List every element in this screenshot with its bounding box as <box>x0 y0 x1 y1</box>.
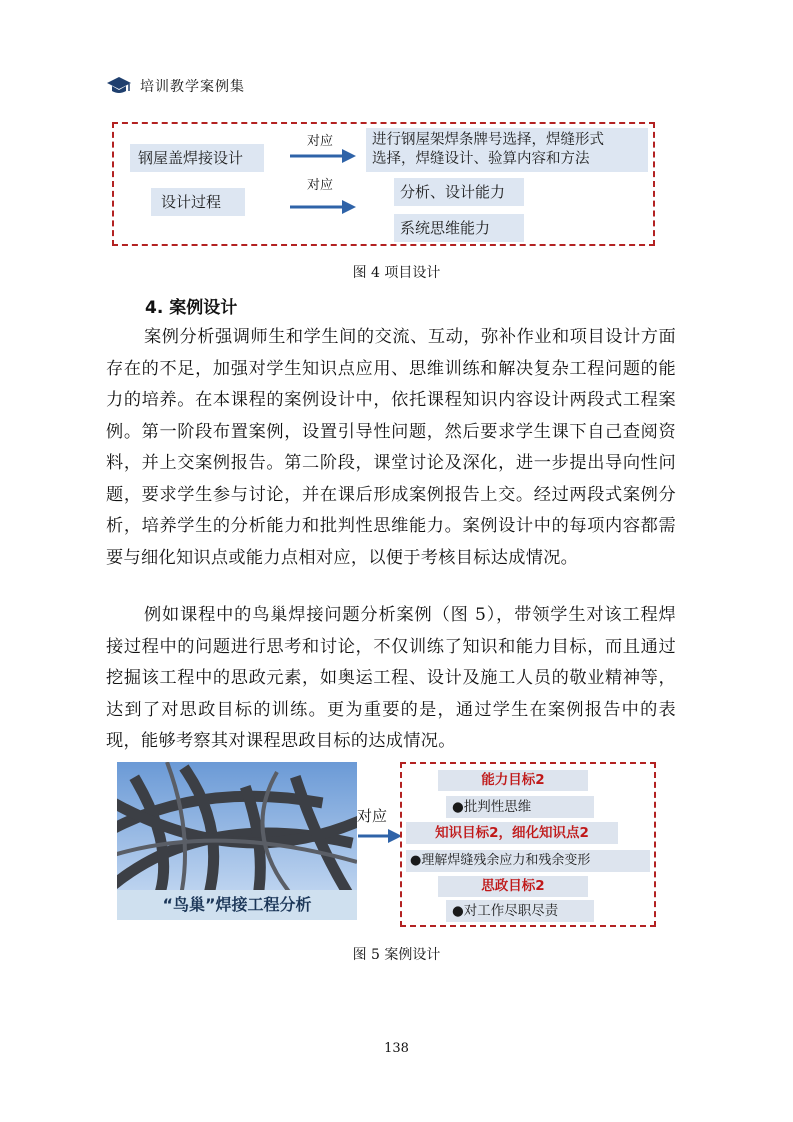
goal-ability-header: 能力目标2 <box>438 770 588 791</box>
box-steel-roof-welding-design: 钢屋盖焊接设计 <box>130 144 264 172</box>
page-header <box>106 74 245 98</box>
goal-knowledge-item: ●理解焊缝残余应力和残余变形 <box>406 850 650 872</box>
figure-5-arrow-label: 对应 <box>357 807 388 825</box>
box-systems-thinking-ability: 系统思维能力 <box>394 214 524 242</box>
box-design-process: 设计过程 <box>151 188 245 216</box>
arrow-right-icon <box>358 826 402 846</box>
graduation-cap-icon <box>106 76 132 96</box>
box-analysis-design-ability: 分析、设计能力 <box>394 178 524 206</box>
figure-4-caption: 图 4 项目设计 <box>352 265 441 281</box>
box-welding-selection <box>366 128 648 172</box>
page-number: 138 <box>384 1041 409 1056</box>
goal-ideological-header: 思政目标2 <box>438 876 588 897</box>
box-welding-selection-line1: 进行钢屋架焊条牌号选择，焊缝形式 <box>372 132 604 148</box>
goal-ideological-item: ●对工作尽职尽责 <box>446 900 594 922</box>
header-title: 培训教学案例集 <box>140 79 245 95</box>
section-title: 4. 案例设计 <box>145 298 238 318</box>
box-welding-selection-line2: 选择，焊缝设计、验算内容和方法 <box>372 151 590 167</box>
arrow-label-2: 对应 <box>307 178 334 193</box>
arrow-label-1: 对应 <box>307 134 334 149</box>
goal-knowledge-header: 知识目标2，细化知识点2 <box>406 822 618 844</box>
goal-ability-item: ●批判性思维 <box>446 796 594 818</box>
photo-caption: “鸟巢”焊接工程分析 <box>117 890 357 920</box>
figure-4-diagram <box>112 122 655 246</box>
paragraph-2: 例如课程中的鸟巢焊接问题分析案例（图 5），带领学生对该工程焊接过程中的问题进行思考和讨论，不仅训练了知识和能力目标，而且通过挖掘该工程中的思政元素，如奥运工程、设计及施工人员的敬业精神等，达到了对思政目标的训练。更为重要的是，通过学生在案例报告中的表现，能够考察其对课程思政目标的达成情况。 <box>106 605 676 751</box>
figure-5-caption: 图 5 案例设计 <box>352 947 441 963</box>
birds-nest-photo <box>117 762 357 920</box>
arrow-right-icon <box>290 146 356 166</box>
paragraph-1: 案例分析强调师生和学生间的交流、互动，弥补作业和项目设计方面存在的不足，加强对学生知识点应用、思维训练和解决复杂工程问题的能力的培养。在本课程的案例设计中，依托课程知识内容设计两段式工程案例。第一阶段布置案例，设置引导性问题，然后要求学生课下自己查阅资料，并上交案例报告。第二阶段，课堂讨论及深化，进一步提出导向性问题，要求学生参与讨论，并在课后形成案例报告上交。经过两段式案例分析，培养学生的分析能力和批判性思维能力。案例设计中的每项内容都需要与细化知识点或能力点相对应，以便于考核目标达成情况。 <box>106 327 676 568</box>
figure-5-goals <box>400 762 656 927</box>
arrow-right-icon <box>290 197 356 217</box>
